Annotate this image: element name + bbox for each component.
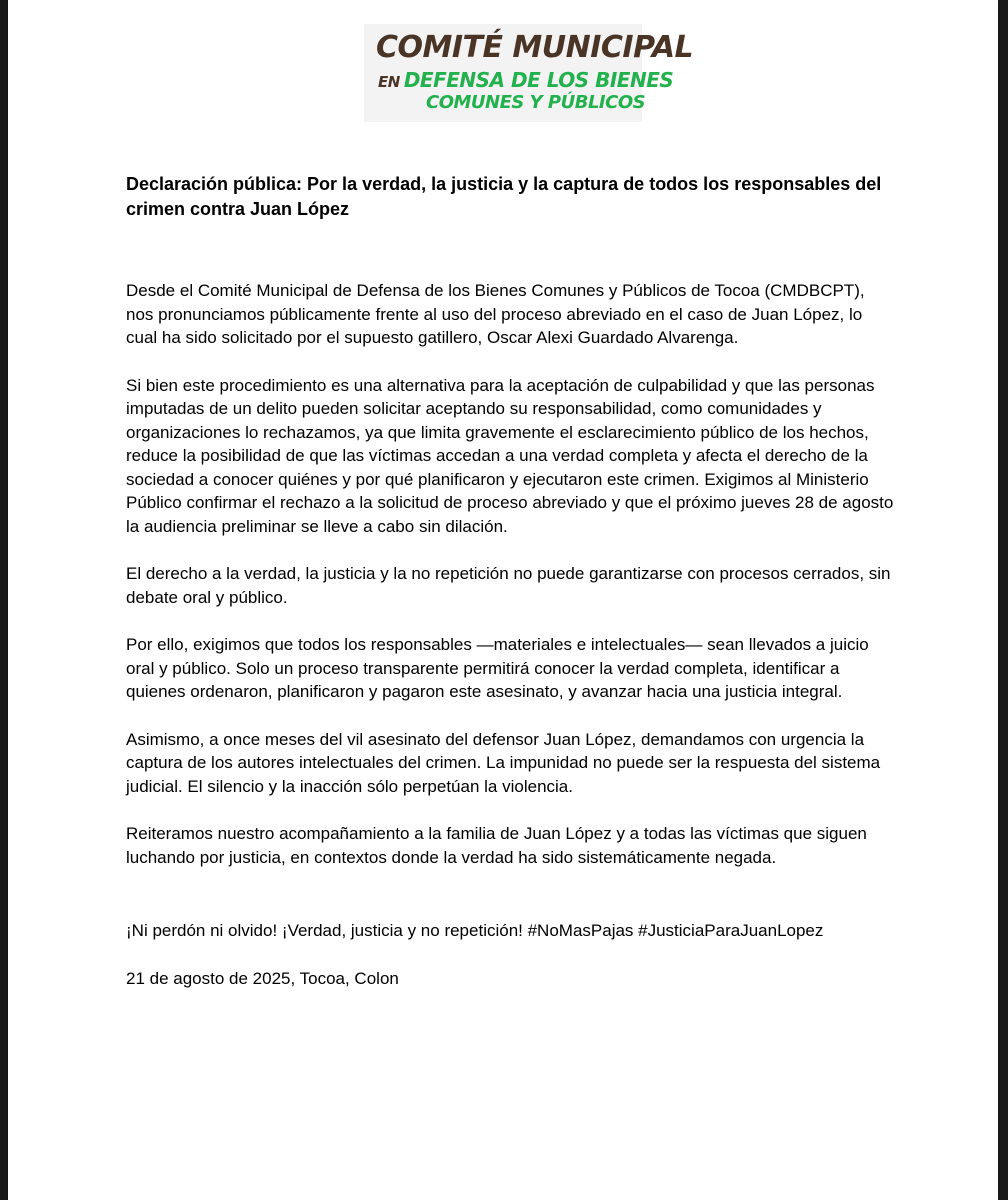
logo-line-1: COMITÉ MUNICIPAL <box>376 30 694 65</box>
paragraph-right-to-truth: El derecho a la verdad, la justicia y la no repetición no puede garantizarse con procesos cerrados, sin debate oral y público. <box>126 564 891 607</box>
paragraph-capture: Asimismo, a once meses del vil asesinato del defensor Juan López, demandamos con urgencia la captura de los autores intelectuales del crimen. La impunidad no puede ser la respuesta del sistema judicial. El silencio y la inacción sólo perpetúan la violencia. <box>126 729 881 796</box>
declaration-body <box>126 172 896 990</box>
closing-slogan: ¡Ni perdón ni olvido! ¡Verdad, justicia y no repetición! #NoMasPajas #JusticiaParaJuanLopez <box>126 921 824 940</box>
paragraph-intro: Desde el Comité Municipal de Defensa de los Bienes Comunes y Públicos de Tocoa (CMDBCPT), nos pronunciamos públicamente frente al uso del proceso abreviado en el caso de Juan López, lo cual ha sido solicitado por el supuesto gatillero, Oscar Alexi Guardado Alvarenga. <box>126 281 865 347</box>
paragraph-support: Reiteramos nuestro acompañamiento a la familia de Juan López y a todas las víctimas que siguen luchando por justicia, en contextos donde la verdad ha sido sistemáticamente negada. <box>126 824 867 867</box>
document-page <box>8 0 998 1200</box>
committee-logo <box>364 24 694 122</box>
declaration-title: Declaración pública: Por la verdad, la justicia y la captura de todos los responsables del crimen contra Juan López <box>126 174 882 219</box>
logo-line-3: COMUNES Y PÚBLICOS <box>426 92 646 113</box>
paragraph-procedure: Si bien este procedimiento es una alternativa para la aceptación de culpabilidad y que las personas imputadas de un delito pueden solicitar aceptando su responsabilidad, como comunidades y organizaciones lo rechazamos, ya que limita gravemente el esclarecimiento público de los hechos, reduce la posibilidad de que las víctimas accedan a una verdad completa y afecta el derecho de la sociedad a conocer quiénes y por qué planificaron y ejecutaron este crimen. Exigimos al Ministerio Público confirmar el rechazo a la solicitud de proceso abreviado y que el próximo jueves 28 de agosto la audiencia preliminar se lleve a cabo sin dilación. <box>126 375 894 536</box>
dateline: 21 de agosto de 2025, Tocoa, Colon <box>126 968 399 988</box>
logo-line-2 <box>378 68 673 92</box>
paragraph-demand-trial: Por ello, exigimos que todos los responsables —materiales e intelectuales— sean llevados a juicio oral y público. Solo un proceso transparente permitirá conocer la verdad completa, identificar a quienes ordenaron, planificaron y pagaron este asesinato, y avanzar hacia una justicia integral. <box>126 635 869 701</box>
logo-line-2-prefix: EN <box>378 73 400 91</box>
logo-line-2-text: DEFENSA DE LOS BIENES <box>403 68 674 92</box>
